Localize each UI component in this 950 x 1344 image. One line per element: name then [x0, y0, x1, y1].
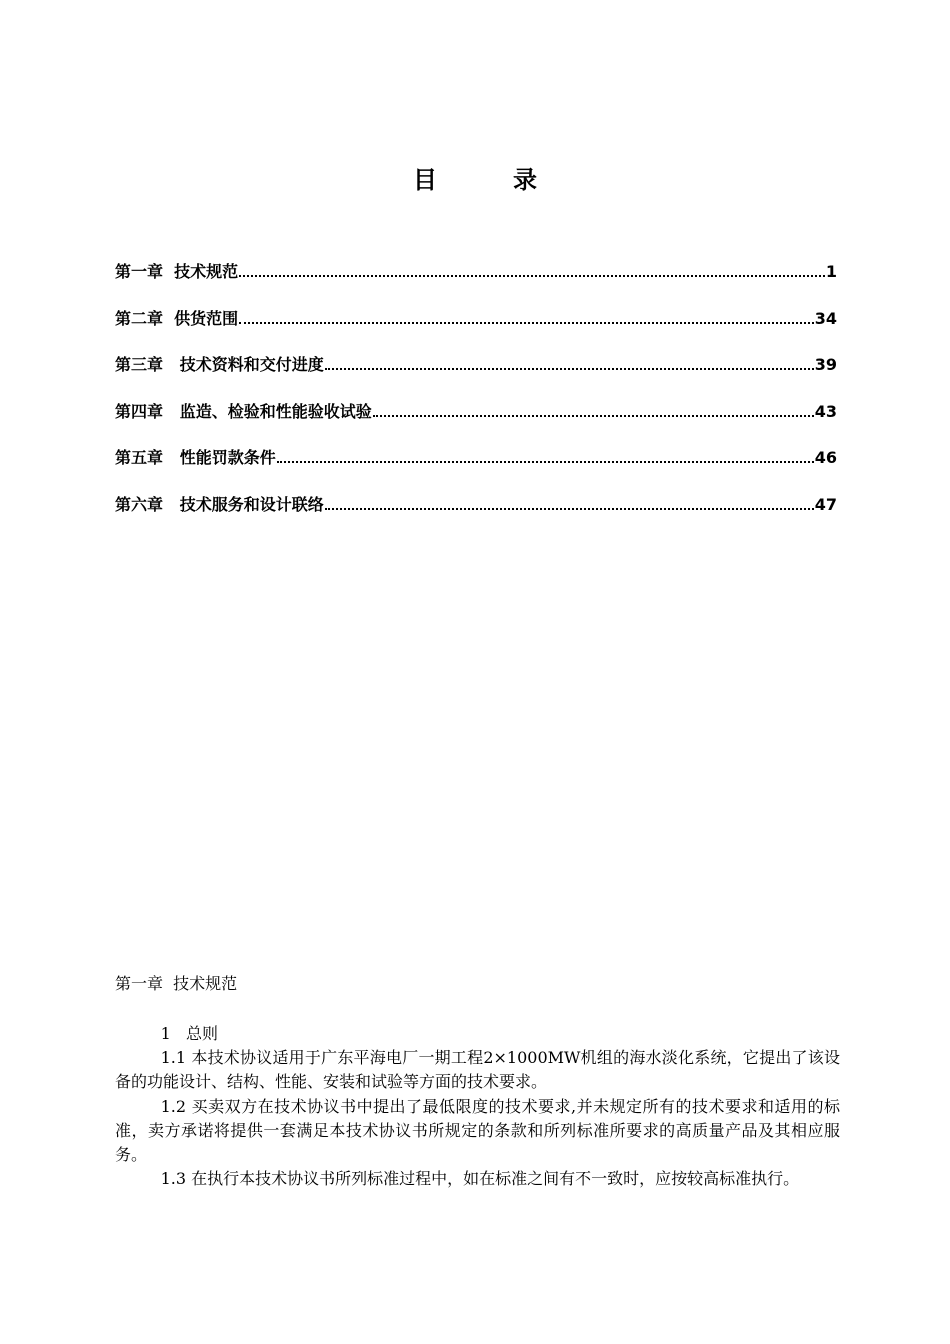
toc-page-number: 43: [814, 401, 837, 421]
paragraph: 1.2 买卖双方在技术协议书中提出了最低限度的技术要求,并未规定所有的技术要求和适用的标准，卖方承诺将提供一套满足本技术协议书所规定的条款和所列标准所要求的高质量产品及其相应服务。: [115, 1096, 840, 1165]
toc-page-number: 1: [825, 262, 837, 281]
page-title: [0, 160, 950, 195]
toc-dot-leader: [325, 367, 814, 370]
toc-chapter-label: 第三章: [115, 355, 164, 374]
toc-page-number: 47: [814, 494, 837, 514]
toc-page-number: 34: [814, 308, 837, 328]
toc-entry-1[interactable]: [115, 258, 837, 305]
toc-chapter-label: 第二章: [115, 308, 164, 328]
toc-entry-5[interactable]: [115, 444, 837, 491]
toc-dot-leader: [325, 507, 814, 510]
toc-chapter-label: 第五章: [115, 448, 164, 467]
toc-entry-title: 技术资料和交付进度: [179, 355, 324, 374]
subsection-heading: 1 总则: [160, 1024, 219, 1043]
toc-chapter-label: 第六章: [115, 494, 164, 514]
toc-entry-6[interactable]: [115, 491, 837, 538]
toc-entry-title: 供货范围: [174, 308, 239, 328]
toc-entry-2[interactable]: [115, 305, 837, 352]
toc-page-number: 39: [814, 355, 837, 374]
toc-entry-title: 技术服务和设计联络: [179, 494, 324, 514]
toc-entry-4[interactable]: [115, 398, 837, 445]
title-char-right: 录: [513, 166, 537, 194]
title-char-left: 目: [413, 166, 437, 194]
toc-page-number: 46: [814, 448, 837, 467]
toc-dot-leader: [373, 414, 814, 417]
toc-chapter-label: 第一章: [115, 262, 164, 281]
toc-entry-title: 监造、检验和性能验收试验: [179, 401, 372, 421]
toc-chapter-label: 第四章: [115, 401, 164, 421]
toc-entry-3[interactable]: [115, 351, 837, 398]
toc-entry-title: 技术规范: [174, 262, 239, 281]
paragraph: 1.1 本技术协议适用于广东平海电厂一期工程2×1000MW机组的海水淡化系统，它提出了该设备的功能设计、结构、性能、安装和试验等方面的技术要求。: [115, 1048, 840, 1092]
toc-dot-leader: [277, 460, 814, 463]
paragraph: 1.3 在执行本技术协议书所列标准过程中，如在标准之间有不一致时，应按较高标准执行。: [160, 1169, 800, 1189]
toc-dot-leader: [239, 274, 825, 277]
toc-entry-title: 性能罚款条件: [179, 448, 276, 467]
toc-dot-leader: [239, 321, 814, 324]
chapter-body: [115, 1022, 840, 1191]
chapter-heading: 第一章 技术规范: [115, 974, 238, 993]
table-of-contents: [115, 258, 837, 537]
